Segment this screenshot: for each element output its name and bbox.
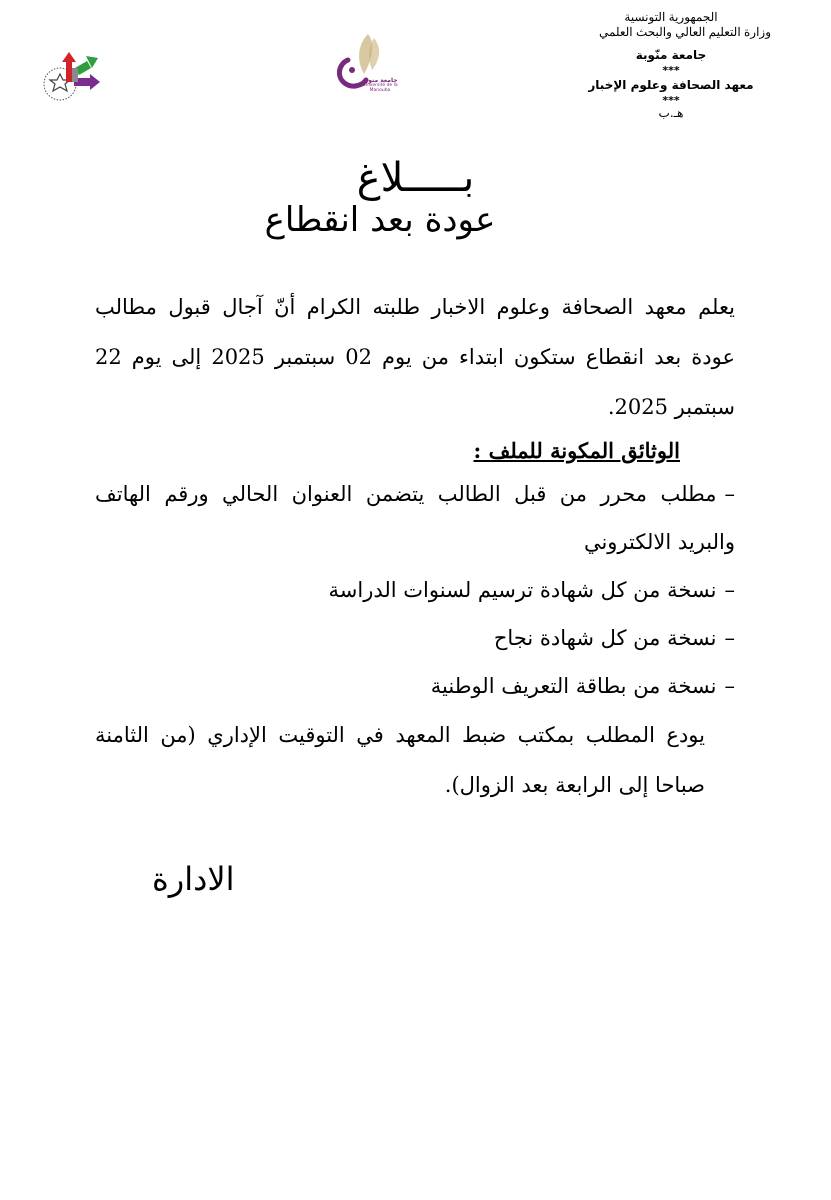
- list-item-text: نسخة من كل شهادة ترسيم لسنوات الدراسة: [328, 578, 717, 602]
- reference-label: هـ.ب: [658, 106, 684, 120]
- list-item: [95, 614, 735, 662]
- list-item-text: نسخة من بطاقة التعريف الوطنية: [430, 674, 717, 698]
- dash-bullet: –: [724, 674, 735, 698]
- dash-bullet: –: [724, 482, 735, 506]
- documents-heading: الوثائق المكونة للملف :: [473, 438, 680, 463]
- dash-bullet: –: [724, 626, 735, 650]
- institute-label: معهد الصحافة وعلوم الإخبار: [588, 78, 754, 92]
- list-item: [95, 566, 735, 614]
- list-item-text: مطلب محرر من قبل الطالب يتضمن العنوان الحالي ورقم الهاتف والبريد الالكتروني: [95, 482, 735, 554]
- intro-line: عودة بعد انقطاع ستكون ابتداء من يوم 02 سبتمبر 2025 إلى يوم 22: [95, 345, 735, 369]
- notice-body: [95, 282, 735, 810]
- deposit-instructions: يودع المطلب بمكتب ضبط المعهد في التوقيت الإداري (من الثامنة صباحا إلى الرابعة بعد الزوال).: [95, 723, 705, 797]
- notice-title: بـــــلاغ: [356, 155, 475, 201]
- list-item: [95, 662, 735, 710]
- administration-signature: الادارة: [152, 860, 235, 898]
- university-logo: [328, 30, 398, 104]
- intro-line: يعلم معهد الصحافة وعلوم الاخبار طلبته الكرام أنّ آجال قبول مطالب: [95, 295, 735, 319]
- separator-stars: ***: [662, 64, 680, 77]
- separator-stars: ***: [662, 94, 680, 107]
- arrow-up-icon: [66, 62, 72, 82]
- list-item-text: نسخة من كل شهادة نجاح: [493, 626, 717, 650]
- university-label: جامعة منّوبة: [635, 48, 707, 62]
- university-logo-text-fr: Université de la Manouba: [362, 83, 398, 94]
- intro-line: سبتمبر 2025.: [607, 395, 735, 419]
- list-item: [95, 470, 735, 566]
- institution-header: [571, 10, 771, 121]
- republic-label: الجمهورية التونسية: [624, 10, 718, 24]
- university-logo-text-ar: جامعة منوبة: [362, 77, 398, 84]
- dash-bullet: –: [724, 578, 735, 602]
- notice-subject: عودة بعد انقطاع: [264, 200, 496, 240]
- institute-logo: [42, 48, 104, 106]
- ministry-label: وزارة التعليم العالي والبحث العلمي: [598, 25, 771, 39]
